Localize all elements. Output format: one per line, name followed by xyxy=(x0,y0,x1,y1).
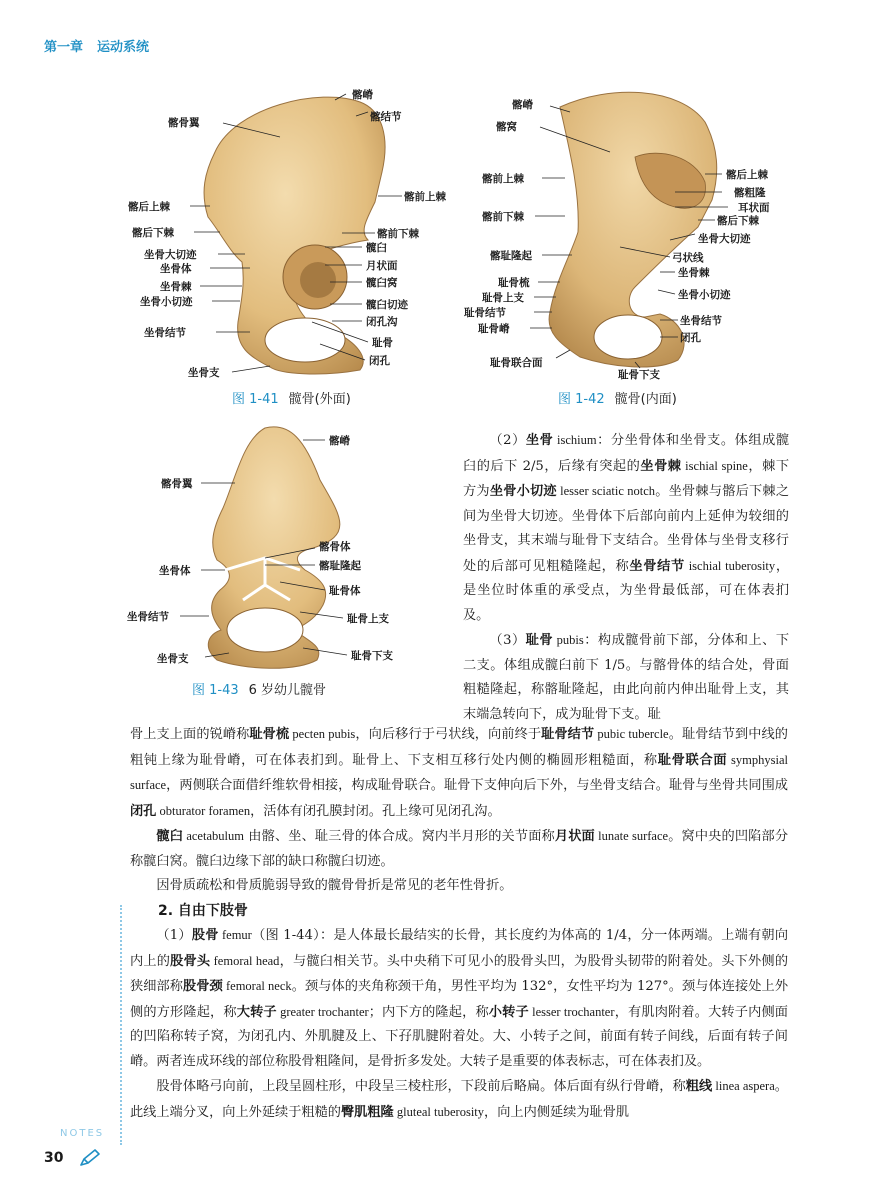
label-acetabular-notch: 髋臼切迹 xyxy=(366,299,408,311)
section-label: 运动系统 xyxy=(97,40,150,55)
figure-number: 图 1-43 xyxy=(192,683,239,698)
label-iliac-tubercle: 髂结节 xyxy=(370,111,402,123)
figure-1-43 xyxy=(125,420,455,678)
label-obturator-groove: 闭孔沟 xyxy=(366,316,398,328)
term: 耻骨梳 xyxy=(249,727,290,742)
latin-term: ischium xyxy=(553,433,597,447)
latin-term: pecten pubis xyxy=(289,727,356,741)
text-span: ，两侧联合面借纤维软骨相接，构成耻骨联合。耻骨下支伸向后下外，与坐骨支结合。耻骨与坐骨共同围成 xyxy=(166,778,788,793)
label-auricular-surface: 耳状面 xyxy=(738,202,770,214)
page-number: 30 xyxy=(44,1150,64,1166)
text-span: 。颈与体的夹角称颈干角，男性平均为 132°，女性平均为 127°。颈与体连接处上外侧的方形隆起，称 xyxy=(130,979,789,1020)
text-span: 。此线上端分叉，向上外延续于粗糙的 xyxy=(130,1079,788,1120)
figure-number: 图 1-41 xyxy=(232,392,279,407)
label-iliac-crest: 髂嵴 xyxy=(329,435,350,447)
caption-1-41 xyxy=(232,388,351,407)
label-ischial-body: 坐骨体 xyxy=(159,565,191,577)
latin-term: acetabulum xyxy=(183,829,244,843)
paragraph-pubis-continued xyxy=(130,722,788,824)
label-ischial-tuberosity: 坐骨结节 xyxy=(127,611,169,623)
label-pubic-crest: 耻骨嵴 xyxy=(478,323,510,335)
label-inferior-pubic-ramus: 耻骨下支 xyxy=(351,650,393,662)
latin-term: symphysial surface xyxy=(130,752,789,792)
caption-1-43 xyxy=(192,679,326,698)
label-pubis: 耻骨 xyxy=(372,337,393,349)
leader-line xyxy=(232,366,270,372)
label-ischial-ramus: 坐骨支 xyxy=(188,367,220,379)
label-pecten-pubis: 耻骨梳 xyxy=(498,277,530,289)
label-arcuate-line: 弓状线 xyxy=(672,252,704,264)
notes-label: NOTES xyxy=(60,1128,105,1139)
label-lunate-surface: 月状面 xyxy=(366,260,398,272)
label-pubic-tubercle: 耻骨结节 xyxy=(464,307,506,319)
text-span: ，向上内侧延续为耻骨肌 xyxy=(484,1104,630,1120)
label-iliac-fossa: 髂窝 xyxy=(496,121,517,133)
term: 耻骨联合面 xyxy=(657,752,728,768)
label-obturator-foramen: 闭孔 xyxy=(369,355,390,367)
latin-term: ischial spine xyxy=(681,458,748,473)
paragraph-femur-shaft xyxy=(130,1074,788,1125)
term: 髋臼 xyxy=(156,829,184,844)
label-iliac-crest: 髂嵴 xyxy=(352,89,373,101)
text-span: ，棘下方为 xyxy=(463,458,790,499)
term: 大转子 xyxy=(236,1004,277,1020)
text-span: 。耻骨结节到中线的粗钝上缘为耻骨嵴，可在体表扪到。耻骨上、下支相互移行处内侧的椭圆形粗糙面，称 xyxy=(130,727,788,768)
text-span: 股骨体略弓向前，上段呈圆柱形，中段呈三棱柱形，下段前后略扁。体后面有纵行骨嵴，称 xyxy=(156,1079,686,1094)
label-acetabular-fossa: 髋臼窝 xyxy=(366,277,398,289)
text-span: ，向后移行于弓状线，向前终于 xyxy=(355,727,542,742)
latin-term: pubic tubercle xyxy=(594,727,669,741)
label-greater-sciatic-notch: 坐骨大切迹 xyxy=(144,249,197,261)
text-span: ：构成髋骨前下部，分体和上、下二支。体组成髋臼前下 1/5。与髂骨体的结合处，骨面粗糙隆起，称髂耻隆起，由此向前内伸出耻骨上支，其末端急转向下，成为耻骨下支。耻 xyxy=(463,633,790,722)
latin-term: femoral head xyxy=(210,953,280,968)
leader-line xyxy=(658,290,675,294)
label-ischial-spine: 坐骨棘 xyxy=(160,281,192,293)
latin-term: femoral neck xyxy=(222,979,292,993)
term: 坐骨小切迹 xyxy=(489,484,557,499)
label-ischial-tuberosity: 坐骨结节 xyxy=(680,315,722,327)
label-ischial-body: 坐骨体 xyxy=(160,263,192,275)
term: 耻骨结节 xyxy=(541,727,595,742)
latin-term: obturator foramen xyxy=(156,803,251,818)
paragraph-femur xyxy=(130,923,788,1074)
text-span: 由髂、坐、耻三骨的体合成。窝内半月形的关节面称 xyxy=(243,829,555,844)
term: 坐骨 xyxy=(525,433,554,448)
term: 月状面 xyxy=(554,829,595,844)
text-span: ，与髋臼相关节。头中央稍下可见小的股骨头凹，为股骨头韧带的附着处。头下外侧的狭细部称 xyxy=(130,953,789,994)
label-asis: 髂前上棘 xyxy=(482,173,524,185)
label-inferior-pubic-ramus: 耻骨下支 xyxy=(618,369,660,381)
term: 耻骨 xyxy=(525,633,554,648)
text-span: 。坐骨棘与髂后下棘之间为坐骨大切迹。坐骨体下后部向前内上延伸为较细的坐骨支，其末端与耻骨下支结合。坐骨体与坐骨支移行处的后部可见粗糙隆起，称 xyxy=(463,484,790,574)
leader-line xyxy=(556,350,570,358)
ischium-pubis-column xyxy=(463,428,789,727)
term: 闭孔 xyxy=(130,803,157,819)
text-span: 骨上支上面的锐嵴称 xyxy=(130,727,250,742)
label-acetabulum: 髋臼 xyxy=(366,242,387,254)
label-lesser-sciatic-notch: 坐骨小切迹 xyxy=(678,289,731,301)
label-symphysial-surface: 耻骨联合面 xyxy=(490,357,543,369)
label-aiis: 髂前下棘 xyxy=(482,211,524,223)
term: 坐骨结节 xyxy=(629,558,685,574)
label-aiis: 髂前下棘 xyxy=(377,228,419,240)
caption-1-42 xyxy=(558,388,677,407)
paragraph-osteoporosis: 因骨质疏松和骨质脆弱导致的髋骨骨折是常见的老年性骨折。 xyxy=(156,878,513,893)
latin-term: femur xyxy=(218,928,252,942)
pen-icon xyxy=(78,1148,102,1172)
label-asis: 髂前上棘 xyxy=(404,191,446,203)
label-obturator-foramen: 闭孔 xyxy=(680,332,701,344)
label-superior-pubic-ramus: 耻骨上支 xyxy=(482,292,524,304)
text-span: ，有肌肉附着。大转子内侧面的凹陷称转子窝，为闭孔内、外肌腱及上、下孖肌腱附着处。大、小转子之间，前面有转子间线，后面有转子间嵴。两者连成环线的部位称股骨粗隆间，是骨折多发处。大转子是重要的体表标志，可在体表扪及。 xyxy=(130,1004,788,1069)
label-iliac-tuberosity: 髂粗隆 xyxy=(734,187,766,199)
text-span: ：分坐骨体和坐骨支。体组成髋臼的后下 2/5，后缘有突起的 xyxy=(463,433,790,474)
paragraph-acetabulum xyxy=(130,824,788,874)
label-iliopubic-eminence: 髂耻隆起 xyxy=(319,560,361,572)
label-ischial-tuberosity: 坐骨结节 xyxy=(144,327,186,339)
latin-term: lesser sciatic notch xyxy=(556,484,656,498)
latin-term: lunate surface xyxy=(594,829,669,843)
running-header xyxy=(44,36,163,55)
chapter-label: 第一章 xyxy=(44,40,84,55)
label-iliopubic-eminence: 髂耻隆起 xyxy=(490,250,532,262)
label-psis: 髂后上棘 xyxy=(128,201,170,213)
paragraph-ischium xyxy=(463,428,789,628)
main-text xyxy=(130,722,788,1125)
latin-term: greater trochanter xyxy=(276,1004,369,1019)
term: 股骨颈 xyxy=(183,979,223,994)
label-iliac-wing: 髂骨翼 xyxy=(168,117,200,129)
latin-term: ischial tuberosity xyxy=(684,558,776,573)
term: 坐骨棘 xyxy=(640,458,682,474)
figure-title: 6 岁幼儿髋骨 xyxy=(248,683,327,698)
label-iliac-crest: 髂嵴 xyxy=(512,99,533,111)
term: 小转子 xyxy=(488,1004,529,1020)
label-greater-sciatic-notch: 坐骨大切迹 xyxy=(698,233,751,245)
figure-number: 图 1-42 xyxy=(558,392,605,407)
figure-1-41 xyxy=(120,82,450,382)
term: 粗线 xyxy=(685,1079,713,1094)
latin-term: pubis xyxy=(553,633,584,647)
text-span: ，活体有闭孔膜封闭。孔上缘可见闭孔沟。 xyxy=(250,803,501,819)
label-ischial-ramus: 坐骨支 xyxy=(157,653,189,665)
label-ischial-spine: 坐骨棘 xyxy=(678,267,710,279)
section-heading: 2. 自由下肢骨 xyxy=(158,902,248,919)
label-lesser-sciatic-notch: 坐骨小切迹 xyxy=(140,296,193,308)
paragraph-pubis xyxy=(463,628,789,727)
text-span: （2） xyxy=(489,433,526,448)
label-piis: 髂后下棘 xyxy=(717,215,759,227)
text-span: 。窝中央的凹陷部分称髋臼窝。髋臼边缘下部的缺口称髋臼切迹。 xyxy=(130,829,789,869)
text-span: （1） xyxy=(156,928,192,943)
notes-margin-line xyxy=(120,905,122,1145)
term: 臀肌粗隆 xyxy=(341,1104,394,1120)
term: 股骨 xyxy=(191,928,219,943)
label-iliac-wing: 髂骨翼 xyxy=(161,478,193,490)
latin-term: linea aspera xyxy=(712,1079,775,1093)
term: 股骨头 xyxy=(170,953,211,969)
text-span: ；内下方的隆起，称 xyxy=(368,1004,489,1020)
label-piis: 髂后下棘 xyxy=(132,227,174,239)
label-ilium-body: 髂骨体 xyxy=(319,541,351,553)
text-span: （图 1-44）：是人体最长最结实的长骨，其长度约为体高的 1/4，分一体两端。上端有朝向内上的 xyxy=(130,928,789,969)
figure-title: 髋骨(内面) xyxy=(614,392,677,407)
latin-term: lesser trochanter xyxy=(528,1004,615,1019)
text-span: （3） xyxy=(489,633,526,648)
label-pubic-body: 耻骨体 xyxy=(329,585,361,597)
text-span: ，是坐位时体重的承受点，为坐骨最低部，可在体表扪及。 xyxy=(463,558,790,623)
latin-term: gluteal tuberosity xyxy=(393,1104,485,1119)
label-superior-pubic-ramus: 耻骨上支 xyxy=(347,613,389,625)
figure-1-42 xyxy=(460,82,790,382)
figure-title: 髋骨(外面) xyxy=(288,392,351,407)
label-psis: 髂后上棘 xyxy=(726,169,768,181)
